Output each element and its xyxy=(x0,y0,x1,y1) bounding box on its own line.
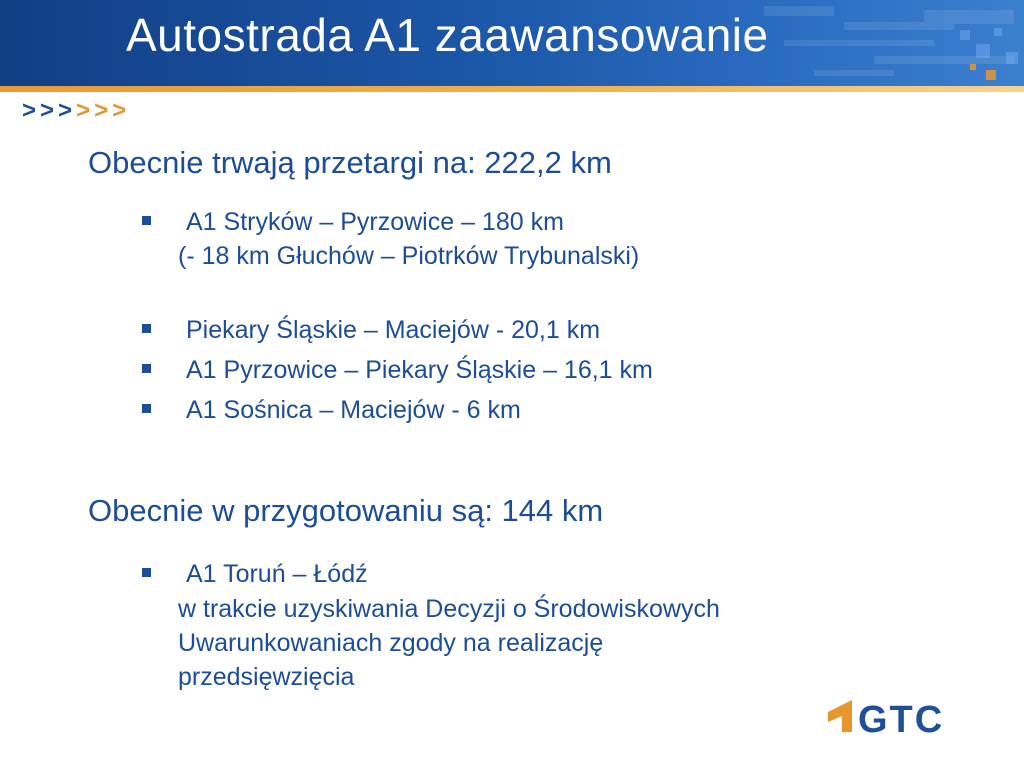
preparation-list xyxy=(140,554,720,694)
list-item-label: A1 Toruń – Łódź xyxy=(186,560,368,588)
list-item xyxy=(140,353,653,387)
list-item-note: przedsięwzięcia xyxy=(178,663,355,691)
logo-text: GTC xyxy=(858,699,945,740)
square-bullet-icon xyxy=(142,324,151,333)
list-item xyxy=(140,313,653,347)
chevron-decoration xyxy=(22,99,130,123)
list-item-label: A1 Sośnica – Maciejów - 6 km xyxy=(186,396,521,424)
slide-title: Autostrada A1 zaawansowanie xyxy=(126,9,769,61)
header-decoration xyxy=(724,0,1024,86)
square-bullet-icon xyxy=(142,404,151,413)
list-item-note: w trakcie uzyskiwania Decyzji o Środowiskowych xyxy=(178,595,720,623)
chevrons-blue: >>> xyxy=(22,97,77,124)
list-item-label: Piekary Śląskie – Maciejów - 20,1 km xyxy=(186,316,601,344)
orange-divider xyxy=(0,86,1024,92)
section-heading-preparation: Obecnie w przygotowaniu są: 144 km xyxy=(88,493,604,528)
header-band xyxy=(0,0,1024,86)
square-bullet-icon xyxy=(142,364,151,373)
square-bullet-icon xyxy=(142,216,151,225)
list-item-label: A1 Pyrzowice – Piekary Śląskie – 16,1 km xyxy=(186,356,653,384)
list-item xyxy=(140,393,653,427)
gtc-logo-icon xyxy=(828,700,852,732)
tenders-list xyxy=(140,205,653,427)
list-item-note: (- 18 km Głuchów – Piotrków Trybunalski) xyxy=(178,242,640,270)
square-bullet-icon xyxy=(142,568,151,577)
list-item-note: Uwarunkowaniach zgody na realizację xyxy=(178,629,604,657)
section-heading-tenders: Obecnie trwają przetargi na: 222,2 km xyxy=(88,145,612,180)
chevrons-orange: >>> xyxy=(76,97,131,124)
gtc-logo xyxy=(822,696,984,740)
list-item-label: A1 Stryków – Pyrzowice – 180 km xyxy=(186,208,564,236)
list-item xyxy=(140,205,653,273)
list-item xyxy=(140,554,720,694)
